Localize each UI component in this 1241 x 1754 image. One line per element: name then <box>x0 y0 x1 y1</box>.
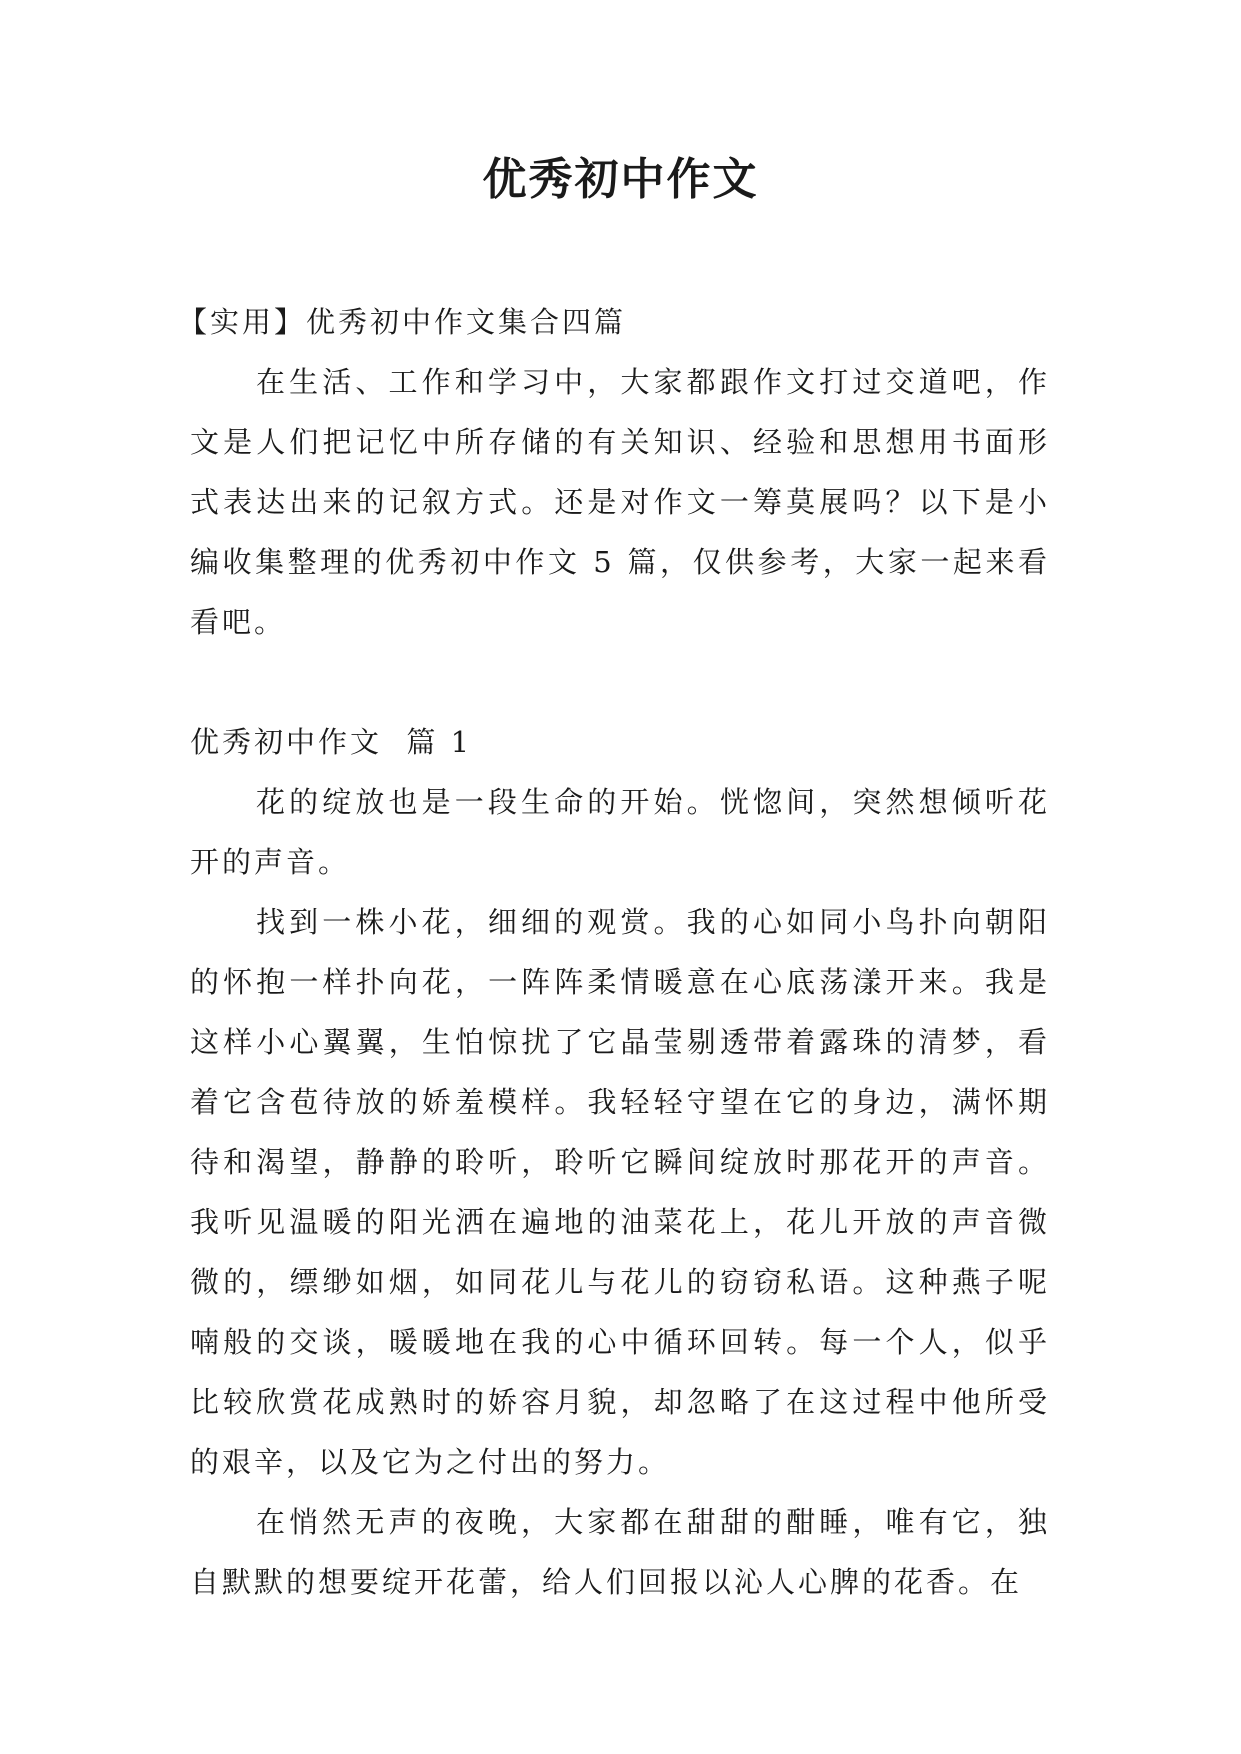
document-subtitle: 【实用】优秀初中作文集合四篇 <box>178 305 627 339</box>
body-paragraph-3: 在悄然无声的夜晚，大家都在甜甜的酣睡，唯有它，独自默默的想要绽开花蕾，给人们回报以沁人心脾的花香。在 <box>190 1505 1050 1599</box>
document-body <box>178 292 1050 1612</box>
section-spacer <box>190 652 1050 712</box>
intro-paragraph: 在生活、工作和学习中，大家都跟作文打过交道吧，作文是人们把记忆中所存储的有关知识、经验和思想用书面形式表达出来的记叙方式。还是对作文一筹莫展吗？以下是小编收集整理的优秀初中作文 5 篇，仅供参考，大家一起来看看吧。 <box>190 365 1050 639</box>
body-paragraph-2: 找到一株小花，细细的观赏。我的心如同小鸟扑向朝阳的怀抱一样扑向花，一阵阵柔情暖意在心底荡漾开来。我是这样小心翼翼，生怕惊扰了它晶莹剔透带着露珠的清梦，看着它含苞待放的娇羞模样。我轻轻守望在它的身边，满怀期待和渴望，静静的聆听，聆听它瞬间绽放时那花开的声音。我听见温暖的阳光洒在遍地的油菜花上，花儿开放的声音微微的，缥缈如烟，如同花儿与花儿的窃窃私语。这种燕子呢喃般的交谈，暖暖地在我的心中循环回转。每一个人，似乎比较欣赏花成熟时的娇容月貌，却忽略了在这过程中他所受的艰辛，以及它为之付出的努力。 <box>190 905 1050 1479</box>
section-heading: 优秀初中作文 篇 1 <box>190 725 473 759</box>
document-title: 优秀初中作文 <box>482 154 759 205</box>
body-paragraph-1: 花的绽放也是一段生命的开始。恍惚间，突然想倾听花开的声音。 <box>190 785 1050 879</box>
